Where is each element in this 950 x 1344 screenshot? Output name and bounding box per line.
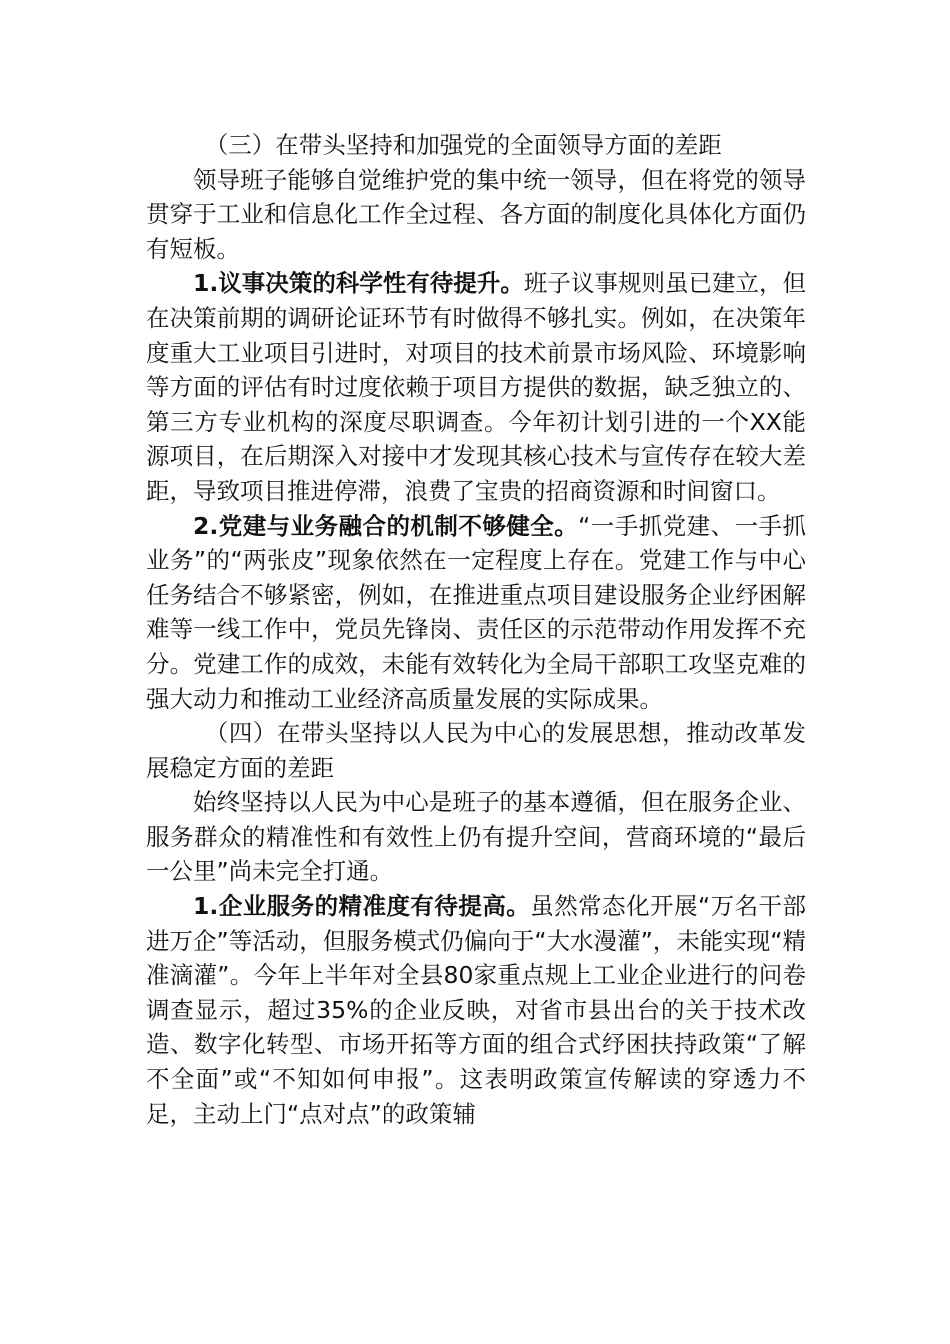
- section-3-item-2-lead: 2.党建与业务融合的机制不够健全。: [193, 511, 579, 540]
- section-4-item-1-body: 虽然常态化开展“万名干部进万企”等活动，但服务模式仍偏向于“大水漫灌”，未能实现“精准滴灌”。今年上半年对全县80家重点规上工业企业进行的问卷调查显示，超过35%的企业反映，对省市县出台的关于技术改造、数字化转型、市场开拓等方面的组合式纾困扶持政策“了解不全面”或“不知如何申报”。这表明政策宣传解读的穿透力不足，主动上门“点对点”的政策辅: [146, 892, 806, 1128]
- section-3-heading: （三）在带头坚持和加强党的全面领导方面的差距: [204, 131, 722, 159]
- section-3-item-2: [146, 509, 806, 717]
- section-4-intro: 始终坚持以人民为中心是班子的基本遵循，但在服务企业、服务群众的精准性和有效性上仍有提升空间，营商环境的“最后一公里”尚未完全打通。: [146, 788, 806, 886]
- section-4-heading: （四）在带头坚持以人民为中心的发展思想，推动改革发展稳定方面的差距: [146, 719, 806, 782]
- section-3-intro: 领导班子能够自觉维护党的集中统一领导，但在将党的领导贯穿于工业和信息化工作全过程、各方面的制度化具体化方面仍有短板。: [146, 165, 806, 263]
- document-page: [146, 128, 806, 1131]
- section-4-item-1-lead: 1.企业服务的精准度有待提高。: [193, 892, 531, 921]
- section-3-item-1-body: 班子议事规则虽已建立，但在决策前期的调研论证环节有时做得不够扎实。例如，在决策年度重大工业项目引进时，对项目的技术前景市场风险、环境影响等方面的评估有时过度依赖于项目方提供的数据，缺乏独立的、第三方专业机构的深度尽职调查。今年初计划引进的一个XX能源项目，在后期深入对接中才发现其核心技术与宣传存在较大差距，导致项目推进停滞，浪费了宝贵的招商资源和时间窗口。: [146, 269, 807, 505]
- section-4-item-1: [146, 889, 806, 1131]
- section-3-item-1-lead: 1.议事决策的科学性有待提升。: [193, 269, 524, 298]
- section-3-item-2-body: “一手抓党建、一手抓业务”的“两张皮”现象依然在一定程度上存在。党建工作与中心任务结合不够紧密，例如，在推进重点项目建设服务企业纾困解难等一线工作中，党员先锋岗、责任区的示范带动作用发挥不充分。党建工作的成效，未能有效转化为全局干部职工攻坚克难的强大动力和推动工业经济高质量发展的实际成果。: [146, 511, 806, 713]
- section-3-item-1: [146, 266, 806, 508]
